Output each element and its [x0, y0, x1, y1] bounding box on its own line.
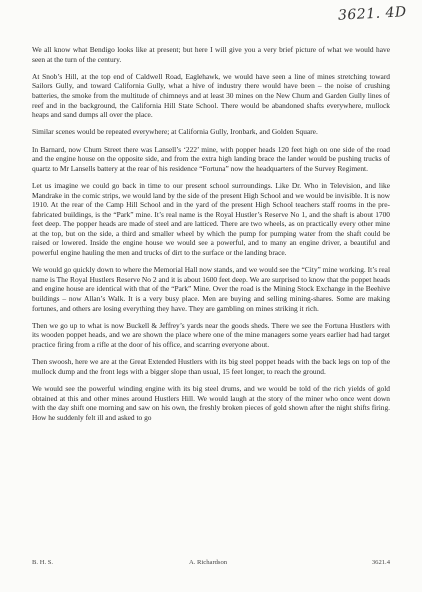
footer-school: B. H. S. [32, 559, 54, 566]
paragraph: At Snob’s Hill, at the top end of Caldwell Road, Eaglehawk, we would have seen a line of mines stretching toward Sailors Gully, and toward California Gully, what a hive of industry there would have been – the noise of crushing batteries, the smoke from the multitude of chimneys and at least 30 mines on the New Chum and Garden Gully lines of reef and in the background, the California Hill State School. There would be abandoned shafts everywhere, mullock heaps and sand dumps all over the place. [32, 71, 390, 120]
paragraph: Then swoosh, here we are at the Great Extended Hustlers with its big steel poppet heads with the back legs on top of the mullock dump and the front legs with a bigger slope than usual, 15 feet longer, to reach the ground. [32, 357, 390, 376]
paragraph: In Barnard, now Chum Street there was Lansell’s ‘222’ mine, with popper heads 120 feet high on one side of the road and the engine house on the opposite side, and from the extra high landing brace the lander would be pushing trucks of quartz to Mr Lansells battery at the rear of his residence “Fortuna” now the headquarters of the Survey Regiment. [32, 144, 390, 173]
paragraph: Then we go up to what is now Buckell & Jeffrey’s yards near the goods sheds. There we see the Fortuna Hustlers with its wooden poppet heads, and we are shown the place where one of the mine managers some years earlier had had target practice firing from a rifle at the door of his office, and scarring everyone about. [32, 320, 390, 349]
handwritten-reference: 3621. 4D [337, 4, 408, 24]
document-body [32, 45, 390, 430]
paragraph: Similar scenes would be repeated everywhere; at California Gully, Ironbark, and Golden Square. [32, 127, 318, 137]
paragraph: We all know what Bendigo looks like at present; but here I will give you a very brief picture of what we would have seen at the turn of the century. [32, 45, 390, 64]
paragraph: Let us imagine we could go back in time to our present school surroundings. Like Dr. Who in Television, and like Mandrake in the comic strips, we would land by the side of the present High School and we would be invisible. It is now 1910. At the rear of the Camp Hill School and in the yard of the present High School teachers staff rooms in the pre-fabricated buildings, is the “Park” mine. It’s real name is the Royal Hustler’s Reserve No 1, and the shaft is about 1700 feet deep. The popper heads are made of steel and are latticed. There are two wheels, as on practically every other mine at the top, but on the side, a third and smaller wheel by which the pump for pumping water from the shaft could be raised or lowered. Inside the engine house we would see a powerful, and to many an engine driver, a beautiful and powerful engine hauling the men and trucks of dirt to the surface or the landing brace. [32, 180, 390, 258]
paragraph: We would see the powerful winding engine with its big steel drums, and we would be told of the rich yields of gold obtained at this and other mines around Hustlers Hill. We would laugh at the story of the miner who once went down with the day shift one morning and saw on his own, the freshly broken pieces of gold shown after the night shifts firing. How he suddenly felt ill and asked to go [32, 383, 390, 422]
footer-doc-number: 3621.4 [371, 559, 390, 566]
footer-author: A. Richardson [189, 559, 228, 566]
paragraph: We would go quickly down to where the Memorial Hall now stands, and we would see the “City” mine working. It’s real name is The Royal Hustlers Reserve No 2 and it is about 1600 feet deep. We are surprised to know that the poppet heads and engine house are identical with that of the “Park” Mine. Over the road is the Mining Stock Exchange in the Beehive buildings – now Allan’s Walk. It is a very busy place. Men are buying and selling mining-shares. Some are making fortunes, and others are losing everything they have. They are gambling on mines striking it rich. [32, 265, 390, 313]
